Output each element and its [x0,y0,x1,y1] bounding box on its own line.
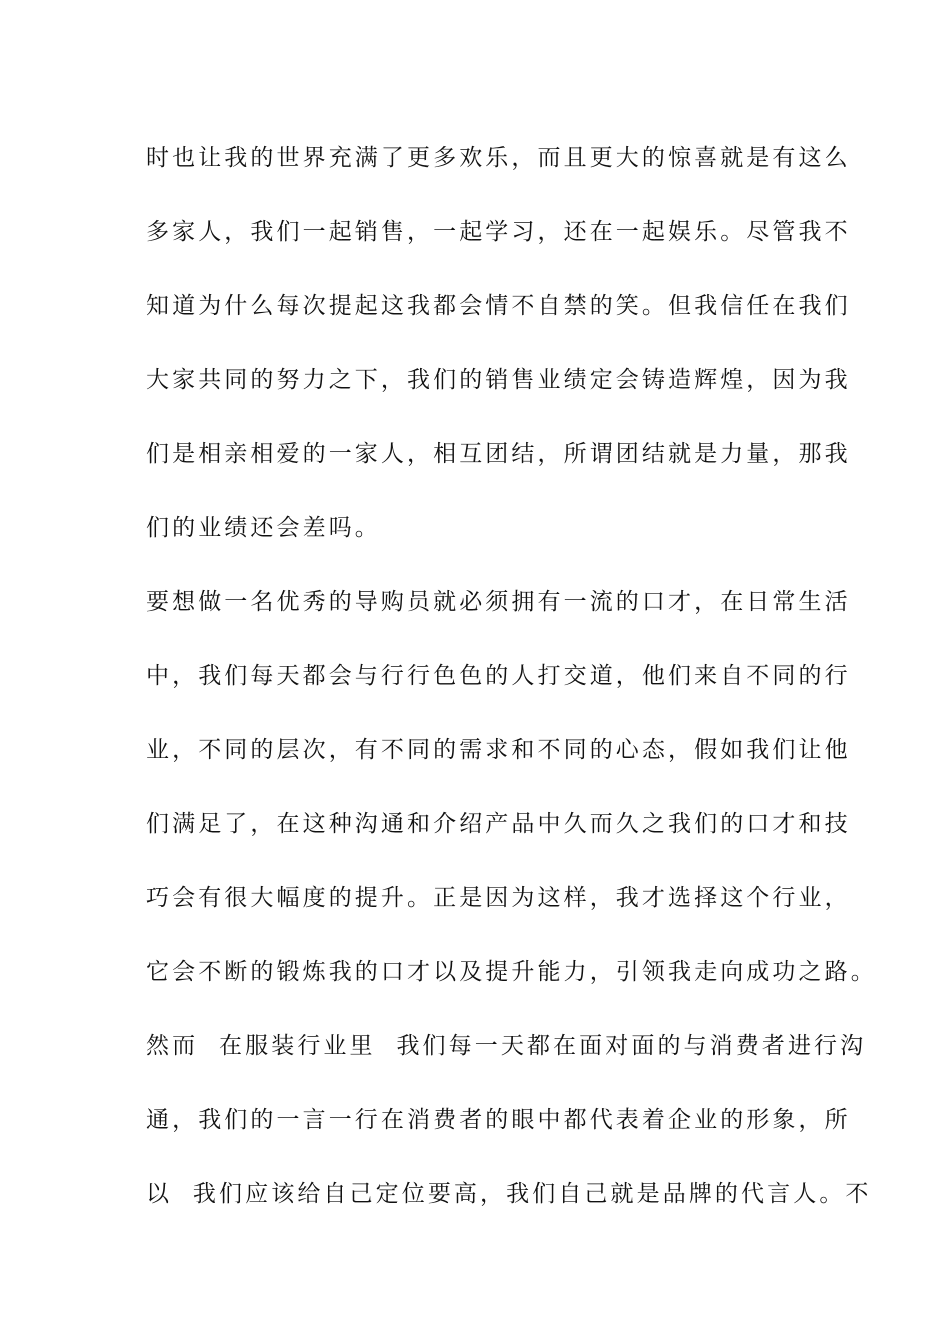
text-line: 多家人，我们一起销售，一起学习，还在一起娱乐。尽管我不 [146,219,851,245]
text-line: 然而 在服装行业里 我们每一天都在面对面的与消费者进行沟 [146,1033,867,1059]
text-line: 通，我们的一言一行在消费者的眼中都代表着企业的形象，所 [146,1107,851,1133]
text-line: 它会不断的锻炼我的口才以及提升能力，引领我走向成功之路。 [146,959,877,985]
text-line: 以 我们应该给自己定位要高，我们自己就是品牌的代言人。不 [146,1181,872,1207]
text-line: 们的业绩还会差吗。 [146,515,381,541]
text-line: 知道为什么每次提起这我都会情不自禁的笑。但我信任在我们 [146,293,851,319]
text-line: 们满足了，在这种沟通和介绍产品中久而久之我们的口才和技 [146,811,851,837]
text-line: 时也让我的世界充满了更多欢乐，而且更大的惊喜就是有这么 [146,145,851,171]
text-line: 大家共同的努力之下，我们的销售业绩定会铸造辉煌，因为我 [146,367,851,393]
text-line: 要想做一名优秀的导购员就必须拥有一流的口才，在日常生活 [146,589,851,615]
text-line: 巧会有很大幅度的提升。正是因为这样，我才选择这个行业， [146,885,851,911]
body-text [146,133,877,1243]
text-line: 中，我们每天都会与行行色色的人打交道，他们来自不同的行 [146,663,851,689]
text-line: 们是相亲相爱的一家人，相互团结，所谓团结就是力量，那我 [146,441,851,467]
text-line: 业，不同的层次，有不同的需求和不同的心态，假如我们让他 [146,737,851,763]
